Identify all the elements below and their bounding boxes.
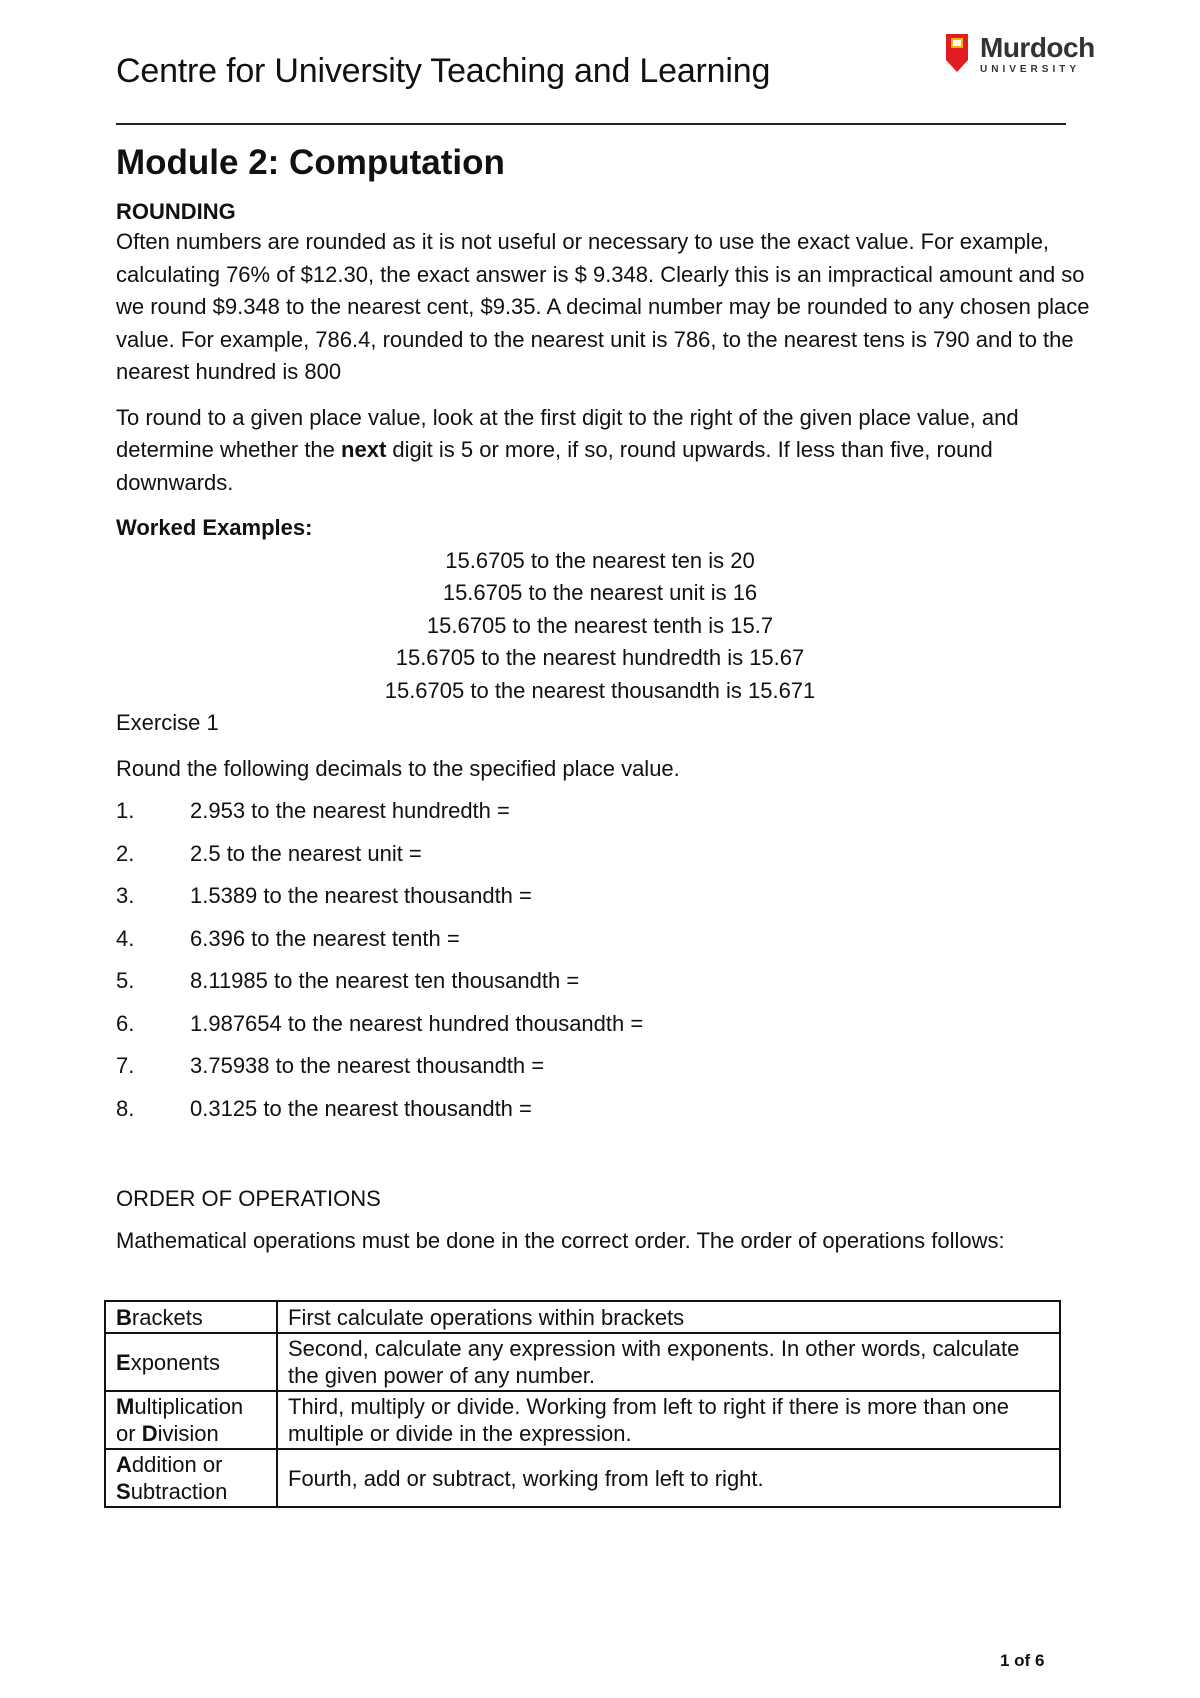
rounding-paragraph-1: Often numbers are rounded as it is not useful or necessary to use the exact value. For example, calculating 76% of $12.30, the exact answer is $ 9.348. Clearly this is an impractical amount and so we round $9.348 to the nearest cent, $9.35. A decimal number may be rounded to any chosen place value. For example, 786.4, rounded to the nearest unit is 786, to the nearest tens is 790 and to the nearest hundred is 800: [116, 229, 1090, 384]
term-initial: D: [141, 1421, 158, 1446]
page-header: [116, 52, 1066, 122]
rounding-paragraph-2: [116, 402, 1091, 500]
order-of-operations-heading: ORDER OF OPERATIONS: [116, 1185, 381, 1211]
table-row: [105, 1333, 1060, 1391]
rounding-heading: ROUNDING: [116, 199, 236, 224]
exercise-intro: Round the following decimals to the specified place value.: [116, 755, 680, 781]
item-number: 3.: [116, 883, 135, 908]
description-cell: First calculate operations within brackets: [277, 1301, 1060, 1333]
term-prefix: or: [116, 1421, 142, 1446]
exercise-list: [116, 795, 1091, 1125]
term-rest: ubtraction: [130, 1479, 228, 1504]
term-cell: [105, 1449, 277, 1507]
term-initial: A: [116, 1452, 132, 1477]
term-initial: S: [116, 1479, 131, 1504]
term-cell: [105, 1301, 277, 1333]
term-rest: rackets: [131, 1304, 203, 1330]
item-text: 2.5 to the nearest unit =: [190, 840, 422, 866]
term-cell: [105, 1391, 277, 1449]
order-of-operations-table: [104, 1300, 1061, 1508]
module-title: Module 2: Computation: [116, 143, 505, 182]
paragraph-2-text-start: To round to a given place value, look at the first digit to the right of the given place value, and determine whether the: [116, 404, 1019, 462]
item-text: 1.987654 to the nearest hundred thousandth =: [190, 1010, 644, 1036]
exercise-title: Exercise 1: [116, 710, 219, 735]
table-row: [105, 1391, 1060, 1449]
description-cell: Third, multiply or divide. Working from left to right if there is more than one multiple or divide in the expression.: [277, 1391, 1060, 1449]
item-number: 1.: [116, 798, 135, 823]
item-text: 2.953 to the nearest hundredth =: [190, 798, 510, 823]
logo-subtitle: UNIVERSITY: [980, 64, 1081, 75]
term-rest: xponents: [130, 1349, 220, 1375]
term-initial: E: [116, 1349, 131, 1375]
term-rest: ivision: [157, 1421, 219, 1446]
header-title: Centre for University Teaching and Learning: [116, 52, 771, 90]
worked-example: 15.6705 to the nearest hundredth is 15.67: [395, 645, 805, 670]
worked-example: 15.6705 to the nearest tenth is 15.7: [426, 612, 774, 638]
item-text: 1.5389 to the nearest thousandth =: [190, 883, 532, 908]
list-item: [116, 880, 1091, 912]
murdoch-logo: [942, 30, 1095, 80]
page-number: 1 of 6: [1000, 1651, 1045, 1670]
list-item: [116, 1050, 1091, 1082]
item-number: 6.: [116, 1010, 135, 1036]
description-cell: Fourth, add or subtract, working from left to right.: [277, 1449, 1060, 1507]
worked-examples-label: Worked Examples:: [116, 515, 313, 540]
term-initial: M: [116, 1394, 135, 1419]
worked-example: 15.6705 to the nearest thousandth is 15.671: [384, 677, 816, 703]
item-number: 5.: [116, 968, 135, 993]
crest-icon: [942, 30, 972, 74]
list-item: [116, 923, 1091, 955]
worked-example: 15.6705 to the nearest unit is 16: [442, 580, 758, 605]
table-row: [105, 1449, 1060, 1507]
list-item: [116, 795, 1091, 827]
item-number: 7.: [116, 1053, 135, 1078]
item-text: 3.75938 to the nearest thousandth =: [190, 1053, 545, 1078]
term-cell: [105, 1333, 277, 1391]
description-cell: Second, calculate any expression with exponents. In other words, calculate the given power of any number.: [277, 1333, 1060, 1391]
paragraph-2-text-end: digit is 5 or more, if so, round upwards. If less than five, round downwards.: [116, 437, 993, 495]
header-divider: [116, 123, 1066, 125]
list-item: [116, 1093, 1091, 1125]
term-rest: ddition or: [131, 1452, 223, 1477]
list-item: [116, 838, 1091, 870]
list-item: [116, 965, 1091, 997]
table-row: [105, 1301, 1060, 1333]
paragraph-2-bold-word: next: [341, 437, 387, 462]
main-content: [116, 140, 1091, 1254]
term-initial: B: [116, 1304, 132, 1330]
item-number: 4.: [116, 925, 135, 951]
item-text: 6.396 to the nearest tenth =: [190, 925, 460, 951]
item-text: 0.3125 to the nearest thousandth =: [190, 1095, 532, 1121]
item-number: 8.: [116, 1095, 135, 1121]
item-text: 8.11985 to the nearest ten thousandth =: [190, 968, 580, 993]
term-rest: ultiplication: [134, 1394, 244, 1419]
logo-wordmark: Murdoch: [980, 32, 1095, 63]
item-number: 2.: [116, 840, 135, 866]
list-item: [116, 1008, 1091, 1040]
worked-example: 15.6705 to the nearest ten is 20: [445, 547, 755, 573]
order-of-operations-intro: Mathematical operations must be done in the correct order. The order of operations follows:: [116, 1228, 1005, 1253]
worked-examples: [106, 545, 1094, 708]
